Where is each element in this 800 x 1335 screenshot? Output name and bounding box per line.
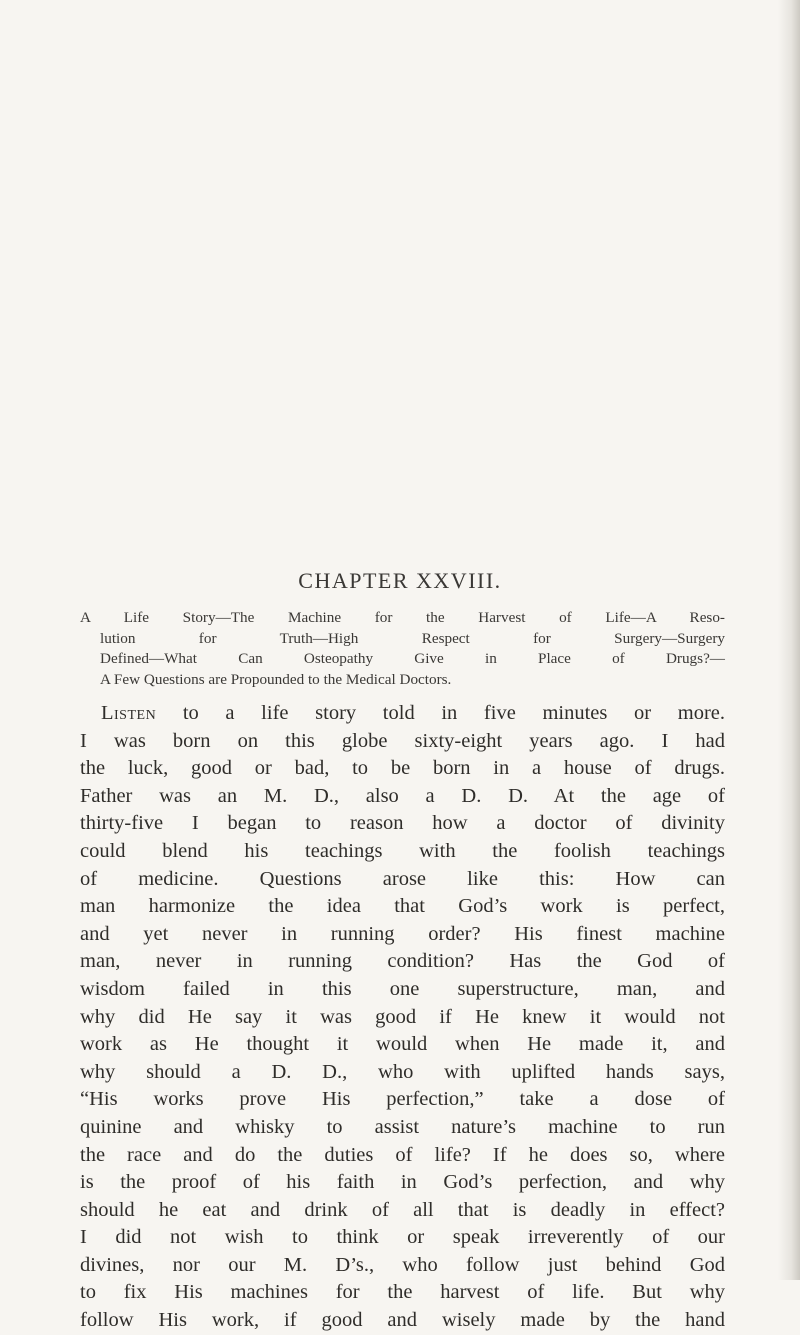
chapter-title: CHAPTER XXVIII.: [298, 568, 502, 593]
body-line: and yet never in running order? His finest machine: [80, 922, 725, 945]
body-line: wisdom failed in this one superstructure, man, and: [80, 977, 725, 1000]
body-line: [80, 700, 725, 728]
body-line: man, never in running condition? Has the God of: [80, 950, 725, 973]
opening-word: Listen: [101, 702, 157, 724]
body-line: to fix His machines for the harvest of life. But why: [80, 1281, 725, 1304]
body-line: “His works prove His perfection,” take a dose of: [80, 1088, 725, 1111]
body-line: of medicine. Questions arose like this: How can: [80, 867, 725, 890]
body-line: man harmonize the idea that God’s work is perfect,: [80, 895, 725, 918]
body-line: I was born on this globe sixty-eight years ago. I had: [80, 729, 725, 752]
first-line-text: to a life story told in five minutes or more.: [156, 702, 725, 724]
body-line: why should a D. D., who with uplifted hands says,: [80, 1060, 725, 1083]
body-line: quinine and whisky to assist nature’s machine to run: [80, 1115, 725, 1138]
body-line: work as He thought it would when He made it, and: [80, 1033, 725, 1056]
body-line: follow His work, if good and wisely made by the hand: [80, 1309, 725, 1332]
body-line: the luck, good or bad, to be born in a house of drugs.: [80, 757, 725, 780]
body-line: I did not wish to think or speak irreverently of our: [80, 1226, 725, 1249]
summary-line: Defined—What Can Osteopathy Give in Place of Drugs?—: [100, 650, 725, 668]
body-line: Father was an M. D., also a D. D. At the age of: [80, 784, 725, 807]
body-line: divines, nor our M. D’s., who follow just behind God: [80, 1253, 725, 1276]
summary-line: A Life Story—The Machine for the Harvest of Life—A Reso-: [80, 609, 725, 626]
page-edge-shadow: [778, 0, 800, 1280]
chapter-summary: [80, 608, 725, 690]
body-line: should he eat and drink of all that is deadly in effect?: [80, 1198, 725, 1221]
summary-line: lution for Truth—High Respect for Surgery—Surgery: [100, 629, 725, 647]
summary-line: A Few Questions are Propounded to the Medical Doctors.: [100, 670, 452, 688]
body-line: thirty-five I began to reason how a doctor of divinity: [80, 812, 725, 835]
body-line: could blend his teachings with the foolish teachings: [80, 839, 725, 862]
body-line: is the proof of his faith in God’s perfection, and why: [80, 1171, 725, 1194]
body-line: why did He say it was good if He knew it would not: [80, 1005, 725, 1028]
body-paragraph: [80, 700, 725, 1335]
body-line: the race and do the duties of life? If he does so, where: [80, 1143, 725, 1166]
